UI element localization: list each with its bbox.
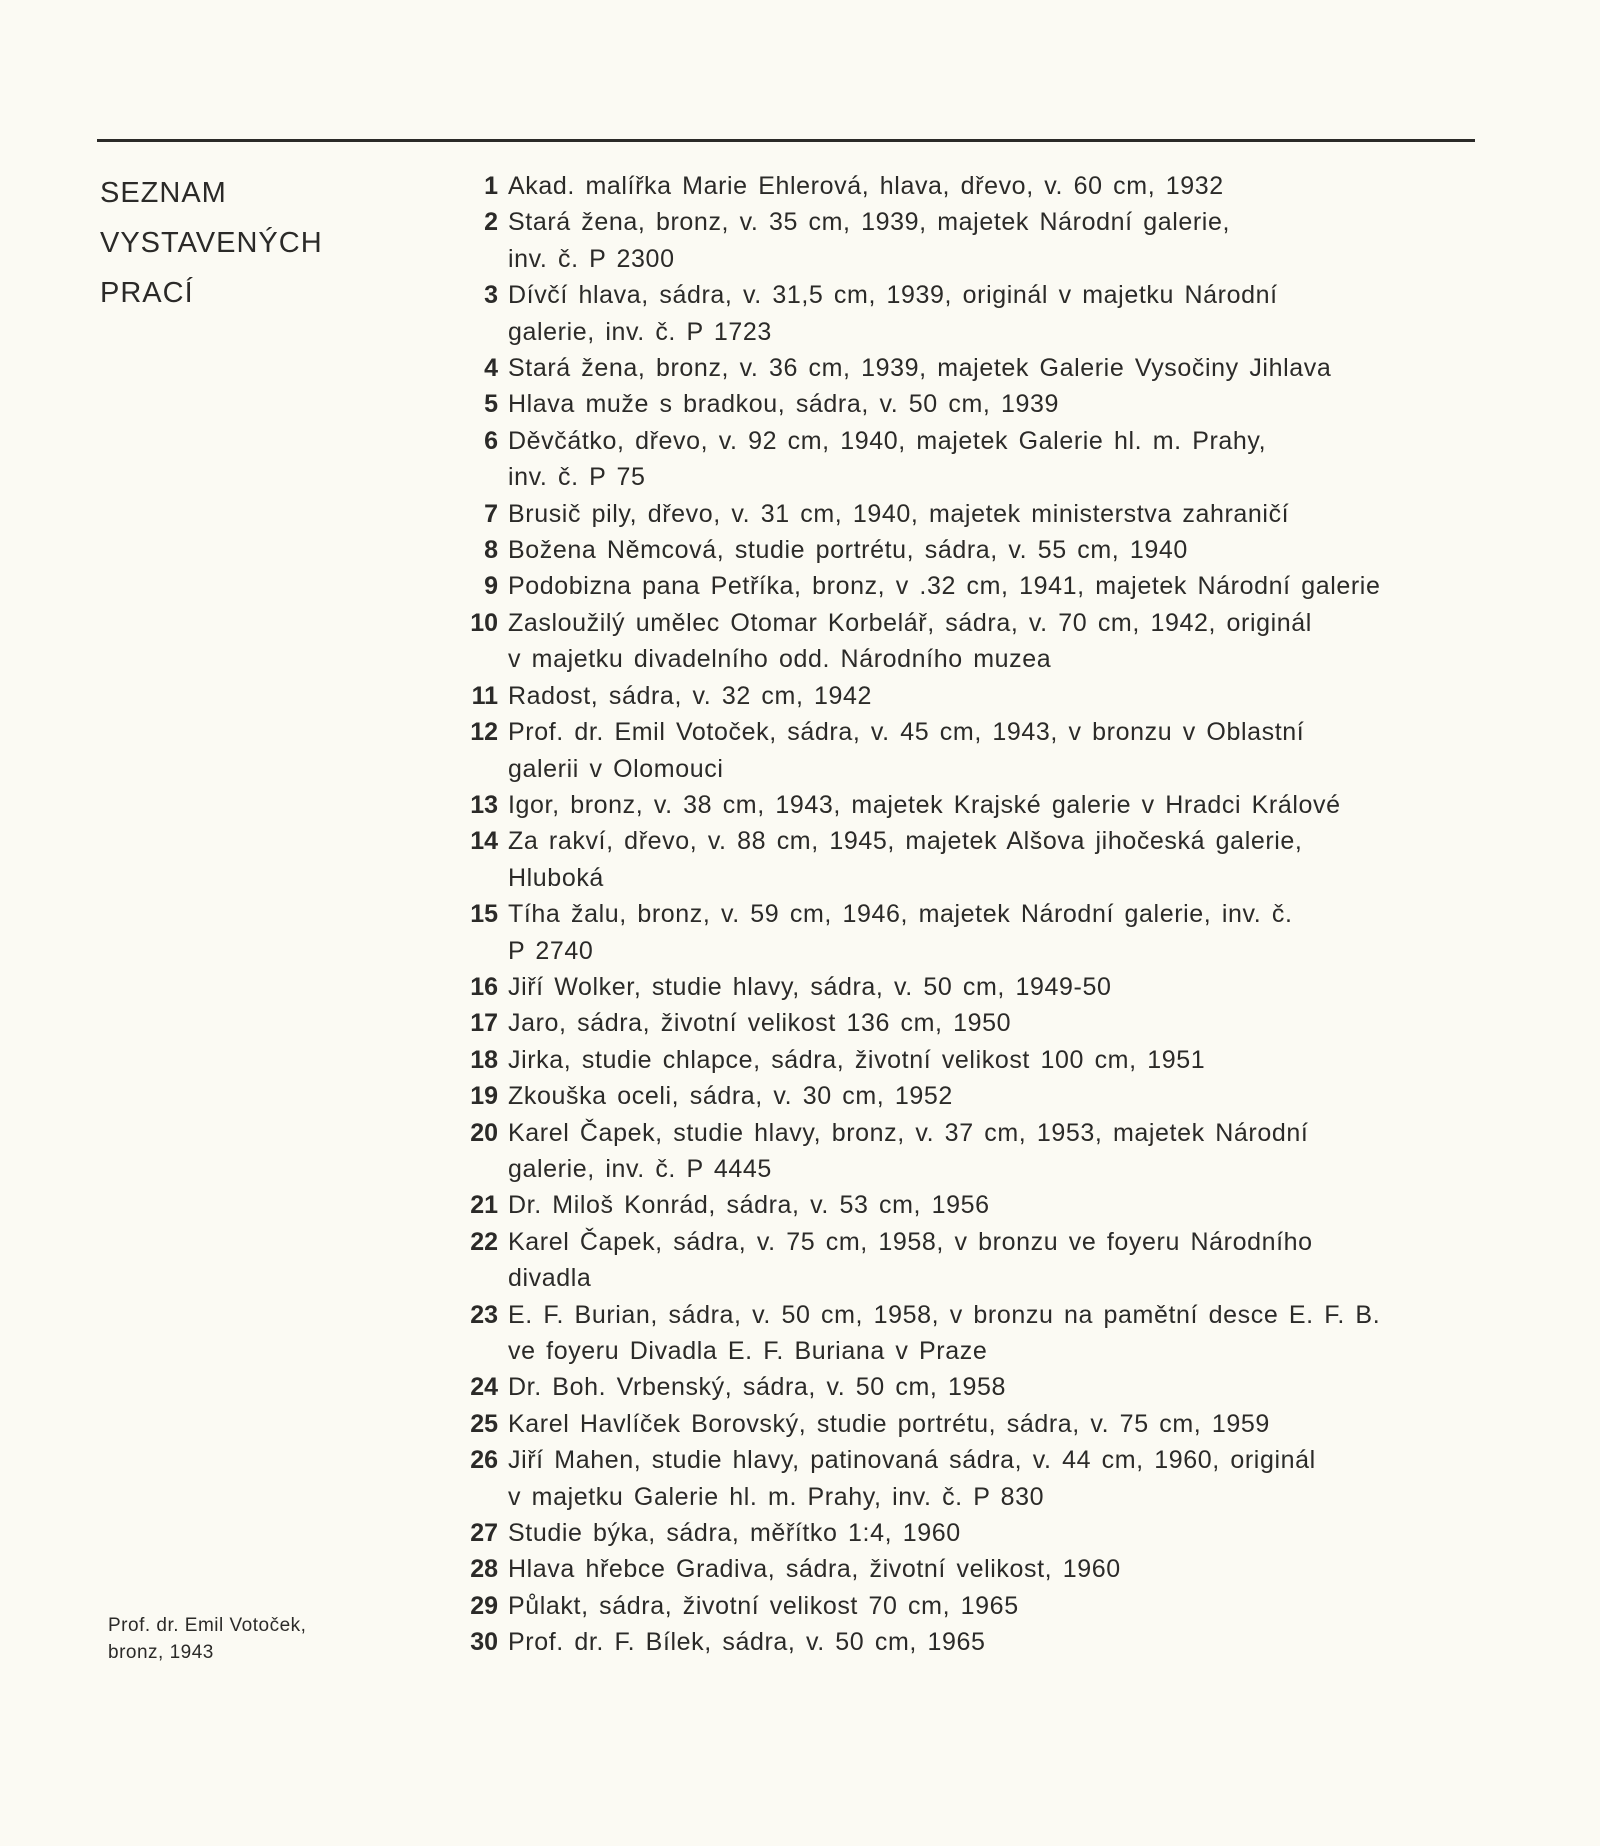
item-number: 23 — [470, 1300, 498, 1329]
item-number: 28 — [470, 1555, 498, 1584]
item-text: ve foyeru Divadla E. F. Buriana v Praze — [508, 1337, 988, 1365]
item-text: Karel Čapek, sádra, v. 75 cm, 1958, v bronzu ve foyeru Národního — [508, 1227, 1313, 1256]
item-text: Dívčí hlava, sádra, v. 31,5 cm, 1939, originál v majetku Národní — [508, 281, 1278, 310]
list-item — [440, 568, 1490, 604]
item-text: Hluboká — [508, 863, 604, 892]
item-number: 26 — [470, 1446, 498, 1475]
item-text: Za rakví, dřevo, v. 88 cm, 1945, majetek Alšova jihočeská galerie, — [508, 827, 1303, 856]
item-text: galerii v Olomouci — [508, 754, 724, 783]
item-text: Jirka, studie chlapce, sádra, životní velikost 100 cm, 1951 — [508, 1045, 1206, 1074]
list-item — [440, 1187, 1490, 1223]
item-text: Prof. dr. Emil Votoček, sádra, v. 45 cm, 1943, v bronzu v Oblastní — [508, 718, 1305, 747]
item-text: Zasloužilý umělec Otomar Korbelář, sádra, v. 70 cm, 1942, originál — [508, 608, 1312, 637]
item-text: Jiří Mahen, studie hlavy, patinovaná sádra, v. 44 cm, 1960, originál — [508, 1446, 1316, 1475]
item-text: galerie, inv. č. P 4445 — [508, 1154, 772, 1183]
heading-line: PRACÍ — [100, 277, 194, 309]
top-rule — [97, 139, 1475, 142]
item-text: Zkouška oceli, sádra, v. 30 cm, 1952 — [508, 1082, 953, 1111]
item-text: Božena Němcová, studie portrétu, sádra, v. 55 cm, 1940 — [508, 536, 1188, 565]
list-item — [440, 1005, 1490, 1041]
item-text: Stará žena, bronz, v. 36 cm, 1939, majetek Galerie Vysočiny Jihlava — [508, 354, 1332, 383]
list-item — [440, 1078, 1490, 1114]
item-text: Dr. Boh. Vrbenský, sádra, v. 50 cm, 1958 — [508, 1373, 1006, 1402]
item-text: P 2740 — [508, 936, 594, 965]
heading-line: VYSTAVENÝCH — [100, 227, 323, 259]
item-number: 16 — [470, 972, 498, 1001]
item-text: E. F. Burian, sádra, v. 50 cm, 1958, v bronzu na pamětní desce E. F. B. — [508, 1300, 1381, 1329]
item-number: 9 — [484, 572, 498, 601]
item-text: inv. č. P 75 — [508, 463, 646, 492]
section-heading — [100, 168, 323, 318]
item-text: galerie, inv. č. P 1723 — [508, 317, 772, 346]
item-number: 10 — [470, 608, 498, 637]
item-number: 30 — [470, 1628, 498, 1657]
list-item — [440, 678, 1490, 714]
list-item — [440, 277, 1490, 350]
caption-line: bronz, 1943 — [108, 1642, 214, 1663]
list-item — [440, 714, 1490, 787]
list-item — [440, 1042, 1490, 1078]
item-number: 18 — [470, 1045, 498, 1074]
item-number: 24 — [470, 1373, 498, 1402]
list-item — [440, 204, 1490, 277]
list-item — [440, 823, 1490, 896]
item-number: 1 — [484, 172, 498, 200]
item-text: v majetku Galerie hl. m. Prahy, inv. č. P 830 — [508, 1482, 1045, 1511]
list-item — [440, 532, 1490, 568]
list-item — [440, 386, 1490, 422]
works-list — [440, 168, 1490, 1661]
item-number: 20 — [470, 1118, 498, 1147]
list-item — [440, 1406, 1490, 1442]
item-number: 13 — [470, 790, 498, 819]
item-number: 6 — [484, 426, 498, 455]
list-item — [440, 423, 1490, 496]
item-text: Půlakt, sádra, životní velikost 70 cm, 1965 — [508, 1591, 1019, 1620]
item-text: Děvčátko, dřevo, v. 92 cm, 1940, majetek Galerie hl. m. Prahy, — [508, 426, 1267, 455]
item-text: divadla — [508, 1264, 592, 1293]
item-text: Jiří Wolker, studie hlavy, sádra, v. 50 cm, 1949-50 — [508, 972, 1112, 1001]
list-item — [440, 1224, 1490, 1297]
item-text: Brusič pily, dřevo, v. 31 cm, 1940, majetek ministerstva zahraničí — [508, 499, 1290, 528]
list-item — [440, 1369, 1490, 1405]
item-number: 14 — [470, 827, 498, 856]
list-item — [440, 168, 1490, 204]
list-item — [440, 787, 1490, 823]
list-item — [440, 496, 1490, 532]
figure-caption — [108, 1612, 306, 1666]
item-number: 12 — [470, 718, 498, 747]
item-text: Radost, sádra, v. 32 cm, 1942 — [508, 681, 873, 710]
item-number: 15 — [470, 900, 498, 929]
item-text: Igor, bronz, v. 38 cm, 1943, majetek Krajské galerie v Hradci Králové — [508, 790, 1341, 819]
item-text: Podobizna pana Petříka, bronz, v .32 cm, 1941, majetek Národní galerie — [508, 572, 1381, 601]
list-item — [440, 1115, 1490, 1188]
item-text: Studie býka, sádra, měřítko 1:4, 1960 — [508, 1519, 961, 1548]
item-number: 25 — [470, 1409, 498, 1438]
item-text: Tíha žalu, bronz, v. 59 cm, 1946, majetek Národní galerie, inv. č. — [508, 900, 1293, 929]
list-item — [440, 969, 1490, 1005]
item-text: inv. č. P 2300 — [508, 244, 675, 273]
list-item — [440, 1515, 1490, 1551]
item-number: 11 — [471, 681, 498, 710]
item-text: Prof. dr. F. Bílek, sádra, v. 50 cm, 1965 — [508, 1628, 986, 1657]
item-text: Dr. Miloš Konrád, sádra, v. 53 cm, 1956 — [508, 1191, 990, 1220]
item-text: Hlava muže s bradkou, sádra, v. 50 cm, 1939 — [508, 390, 1059, 419]
list-item — [440, 1624, 1490, 1660]
heading-line: SEZNAM — [100, 177, 227, 209]
item-number: 7 — [484, 499, 498, 528]
caption-line: Prof. dr. Emil Votoček, — [108, 1615, 307, 1636]
item-number: 29 — [470, 1591, 498, 1620]
item-number: 8 — [484, 536, 498, 565]
item-text: Jaro, sádra, životní velikost 136 cm, 1950 — [508, 1009, 1012, 1038]
item-text: v majetku divadelního odd. Národního muzea — [508, 645, 1052, 674]
item-number: 17 — [470, 1009, 498, 1038]
item-number: 5 — [484, 390, 498, 419]
list-item — [440, 896, 1490, 969]
item-text: Karel Havlíček Borovský, studie portrétu, sádra, v. 75 cm, 1959 — [508, 1409, 1270, 1438]
item-text: Hlava hřebce Gradiva, sádra, životní velikost, 1960 — [508, 1555, 1121, 1584]
list-item — [440, 1297, 1490, 1370]
list-item — [440, 605, 1490, 678]
item-number: 27 — [470, 1519, 498, 1548]
list-item — [440, 1551, 1490, 1587]
item-number: 22 — [470, 1227, 498, 1256]
item-text: Akad. malířka Marie Ehlerová, hlava, dřevo, v. 60 cm, 1932 — [508, 172, 1224, 200]
item-number: 2 — [484, 208, 498, 237]
item-number: 4 — [484, 354, 498, 383]
list-item — [440, 1442, 1490, 1515]
item-number: 19 — [470, 1082, 498, 1111]
list-item — [440, 1588, 1490, 1624]
list-item — [440, 350, 1490, 386]
item-text: Karel Čapek, studie hlavy, bronz, v. 37 cm, 1953, majetek Národní — [508, 1118, 1309, 1147]
item-number: 3 — [484, 281, 498, 310]
item-text: Stará žena, bronz, v. 35 cm, 1939, majetek Národní galerie, — [508, 208, 1231, 237]
item-number: 21 — [470, 1191, 498, 1220]
